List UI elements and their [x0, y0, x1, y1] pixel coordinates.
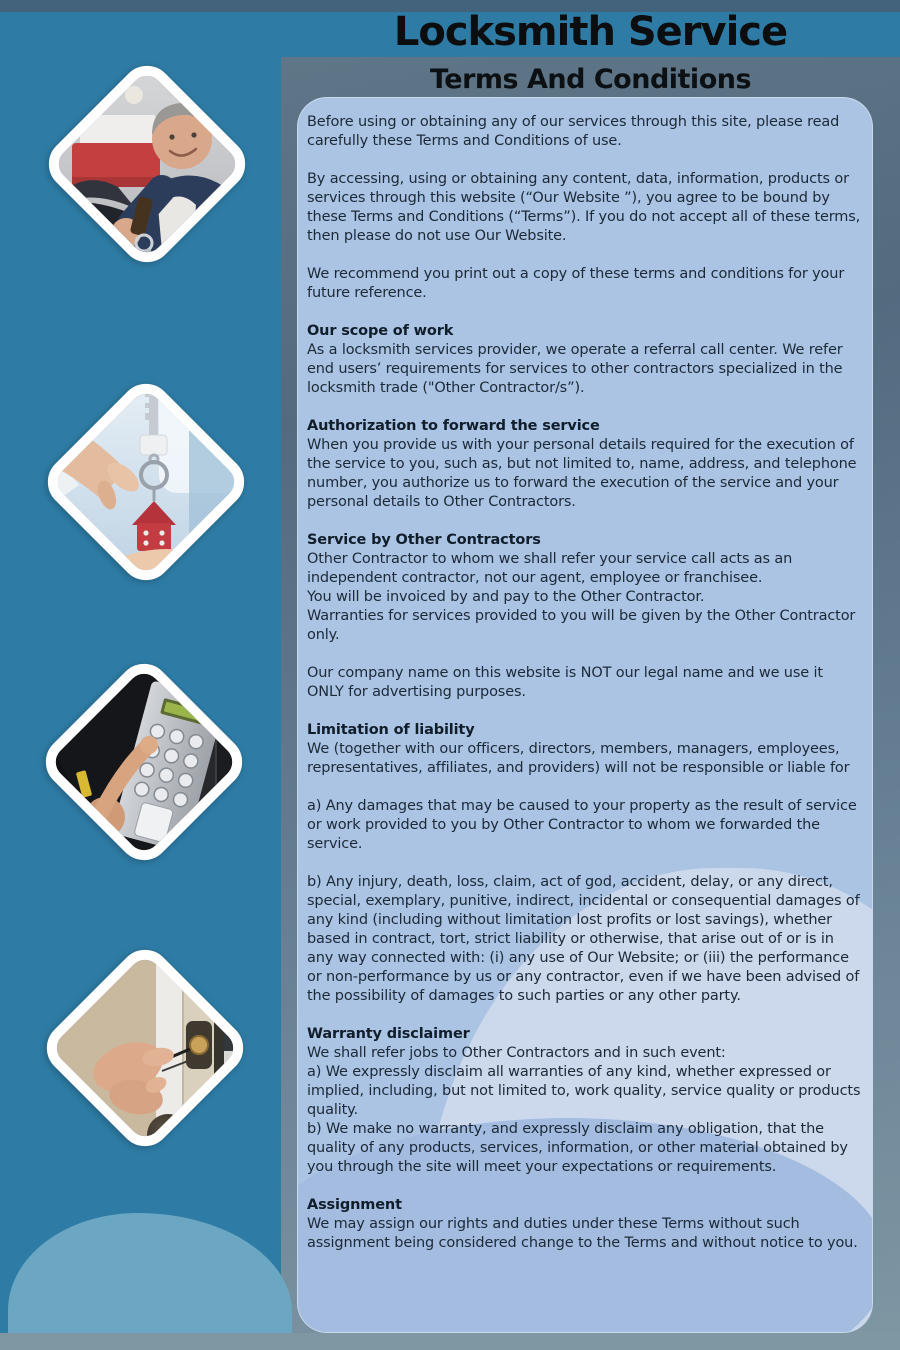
- section-paragraph: a) Any damages that may be caused to your property as the result of service or work provided to you by Other Contractor to whom we forwarded the service.: [307, 798, 857, 852]
- section-heading: Warranty disclaimer: [307, 1026, 470, 1042]
- section-paragraph: We (together with our officers, directors, members, managers, employees, representatives, affiliates, and providers) will not be responsible or liable for: [307, 741, 850, 776]
- section-heading: Service by Other Contractors: [307, 532, 541, 548]
- terms-section: [307, 664, 863, 702]
- photo-diamond-1: [38, 55, 256, 273]
- section-heading: Authorization to forward the service: [307, 418, 600, 434]
- terms-section: [307, 1196, 863, 1253]
- section-paragraph: Before using or obtaining any of our services through this site, please read carefully these Terms and Conditions of use.: [307, 114, 840, 149]
- terms-section: [307, 797, 863, 854]
- hand-giving-house-keys-photo: [37, 373, 255, 591]
- finger-pressing-keypad-scene: [35, 653, 253, 871]
- terms-panel: [297, 97, 873, 1333]
- terms-section: [307, 265, 863, 303]
- locksmith-handing-key-scene: [38, 55, 256, 273]
- photo-diamond-2: [37, 373, 255, 591]
- locksmith-opening-door-lock-scene: [36, 939, 254, 1157]
- terms-section: [307, 1025, 863, 1177]
- section-paragraph: We recommend you print out a copy of these terms and conditions for your future reference.: [307, 266, 845, 301]
- locksmith-opening-door-lock-photo: [36, 939, 254, 1157]
- section-paragraph: When you provide us with your personal details required for the execution of the service to you, such as, but not limited to, name, address, and telephone number, you authorize us to forward the execution of the service and your personal details to Other Contractors.: [307, 437, 857, 510]
- terms-section: [307, 873, 863, 1006]
- section-heading: Our scope of work: [307, 323, 454, 339]
- section-paragraph: b) We make no warranty, and expressly disclaim any obligation, that the quality of any products, services, information, or other material obtained by you through the site will meet your expectations or requirements.: [307, 1121, 848, 1175]
- terms-section: [307, 322, 863, 398]
- hand-giving-house-keys-scene: [37, 373, 255, 591]
- photo-diamond-4: [36, 939, 254, 1157]
- footer-strip: [0, 1333, 900, 1350]
- bottom-left-blob-shape: [8, 1213, 292, 1335]
- photo-diamond-3: [35, 653, 253, 871]
- section-paragraph: b) Any injury, death, loss, claim, act of god, accident, delay, or any direct, special, exemplary, punitive, indirect, incidental or consequential damages of any kind (including without limitation lost profits or lost savings), whether based in contract, tort, strict liability or otherwise, that arise out of or is in any way connected with: (i) any use of Our Website; or (iii) the performance or non-performance by us or any contractor, even if we have been advised of the possibility of damages to such parties or any other party.: [307, 874, 860, 1004]
- section-paragraph: Our company name on this website is NOT our legal name and we use it ONLY for advertising purposes.: [307, 665, 823, 700]
- page-subtitle: Terms And Conditions: [429, 64, 752, 95]
- terms-sections: [298, 98, 872, 1253]
- section-paragraph: We shall refer jobs to Other Contractors and in such event:: [307, 1045, 726, 1061]
- section-paragraph: By accessing, using or obtaining any content, data, information, products or services through this website (“Our Website ”), you agree to be bound by these Terms and Conditions (“Terms”). If you do not accept all of these terms, then please do not use Our Website.: [307, 171, 861, 244]
- section-heading: Assignment: [307, 1197, 402, 1213]
- section-paragraph: a) We expressly disclaim all warranties of any kind, whether expressed or implied, including, but not limited to, work quality, service quality or products quality.: [307, 1064, 861, 1118]
- section-paragraph: Other Contractor to whom we shall refer your service call acts as an independent contractor, not our agent, employee or franchisee.: [307, 551, 793, 586]
- finger-pressing-keypad-photo: [35, 653, 253, 871]
- section-paragraph: You will be invoiced by and pay to the Other Contractor.: [307, 589, 705, 605]
- section-paragraph: We may assign our rights and duties under these Terms without such assignment being considered change to the Terms and without notice to you.: [307, 1216, 858, 1251]
- terms-section: [307, 721, 863, 778]
- section-heading: Limitation of liability: [307, 722, 475, 738]
- section-paragraph: Warranties for services provided to you will be given by the Other Contractor only.: [307, 608, 856, 643]
- locksmith-handing-key-photo: [38, 55, 256, 273]
- section-paragraph: As a locksmith services provider, we operate a referral call center. We refer end users’ requirements for services to other contractors specialized in the locksmith trade ("Other Contractor/s”).: [307, 342, 843, 396]
- terms-section: [307, 113, 863, 151]
- terms-section: [307, 531, 863, 645]
- terms-section: [307, 417, 863, 512]
- page-title: Locksmith Service: [393, 9, 788, 55]
- terms-section: [307, 170, 863, 246]
